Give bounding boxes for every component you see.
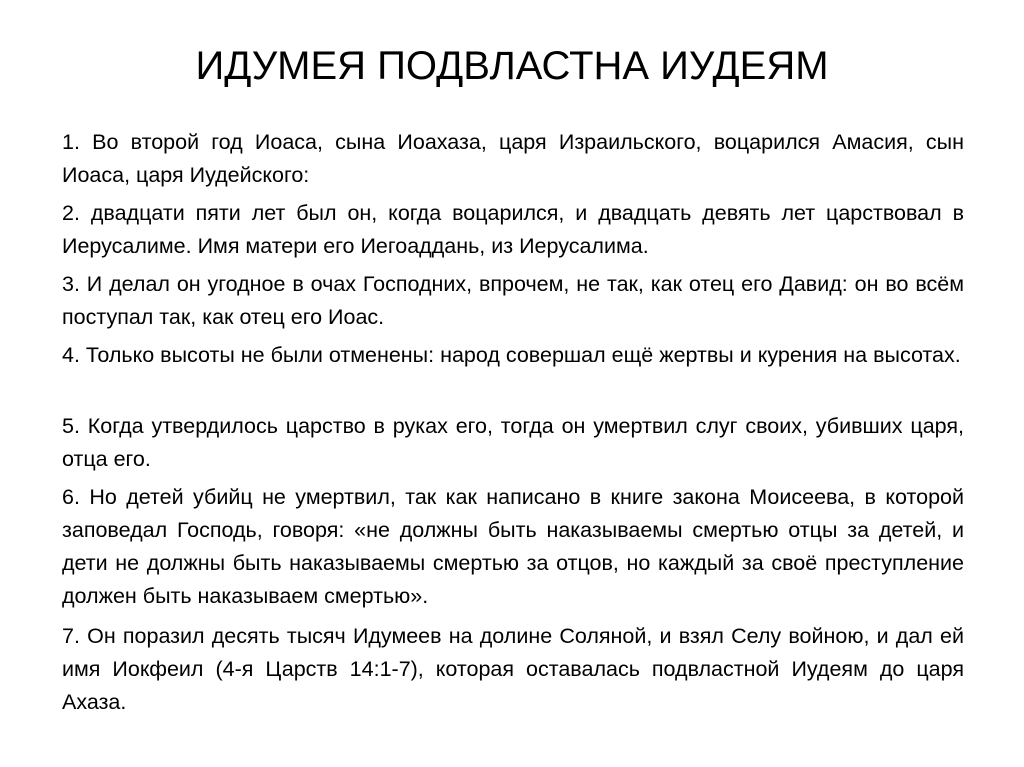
verse-2: 2. двадцати пяти лет был он, когда воцарился, и двадцать девять лет царствовал в Иерусалиме. Имя матери его Иегоаддань, из Иерусалима.	[62, 201, 964, 258]
verse-4: 4. Только высоты не были отменены: народ совершал ещё жертвы и курения на высотах.	[62, 343, 961, 367]
verse-7: 7. Он поразил десять тысяч Идумеев на долине Соляной, и взял Селу войною, и дал ей имя Иокфеил (4-я Царств 14:1-7), которая оставалась подвластной Иудеям до царя Ахаза.	[62, 624, 964, 714]
verse-5: 5. Когда утвердилось царство в руках его, тогда он умертвил слуг своих, убивших царя, отца его.	[62, 414, 964, 471]
verse-3: 3. И делал он угодное в очах Господних, впрочем, не так, как отец его Давид: он во всём поступал так, как отец его Иоас.	[62, 272, 964, 329]
slide-title: ИДУМЕЯ ПОДВЛАСТНА ИУДЕЯМ	[195, 44, 829, 88]
verse-1: 1. Во второй год Иоаса, сына Иоахаза, царя Израильского, воцарился Амасия, сын Иоаса, царя Иудейского:	[62, 130, 964, 187]
verse-6: 6. Но детей убийц не умертвил, так как написано в книге закона Моисеева, в которой заповедал Господь, говоря: «не должны быть наказываемы смертью отцы за детей, и дети не должны быть наказываемы смертью за отцов, но каждый за своё преступление должен быть наказываем смертью».	[62, 485, 964, 608]
